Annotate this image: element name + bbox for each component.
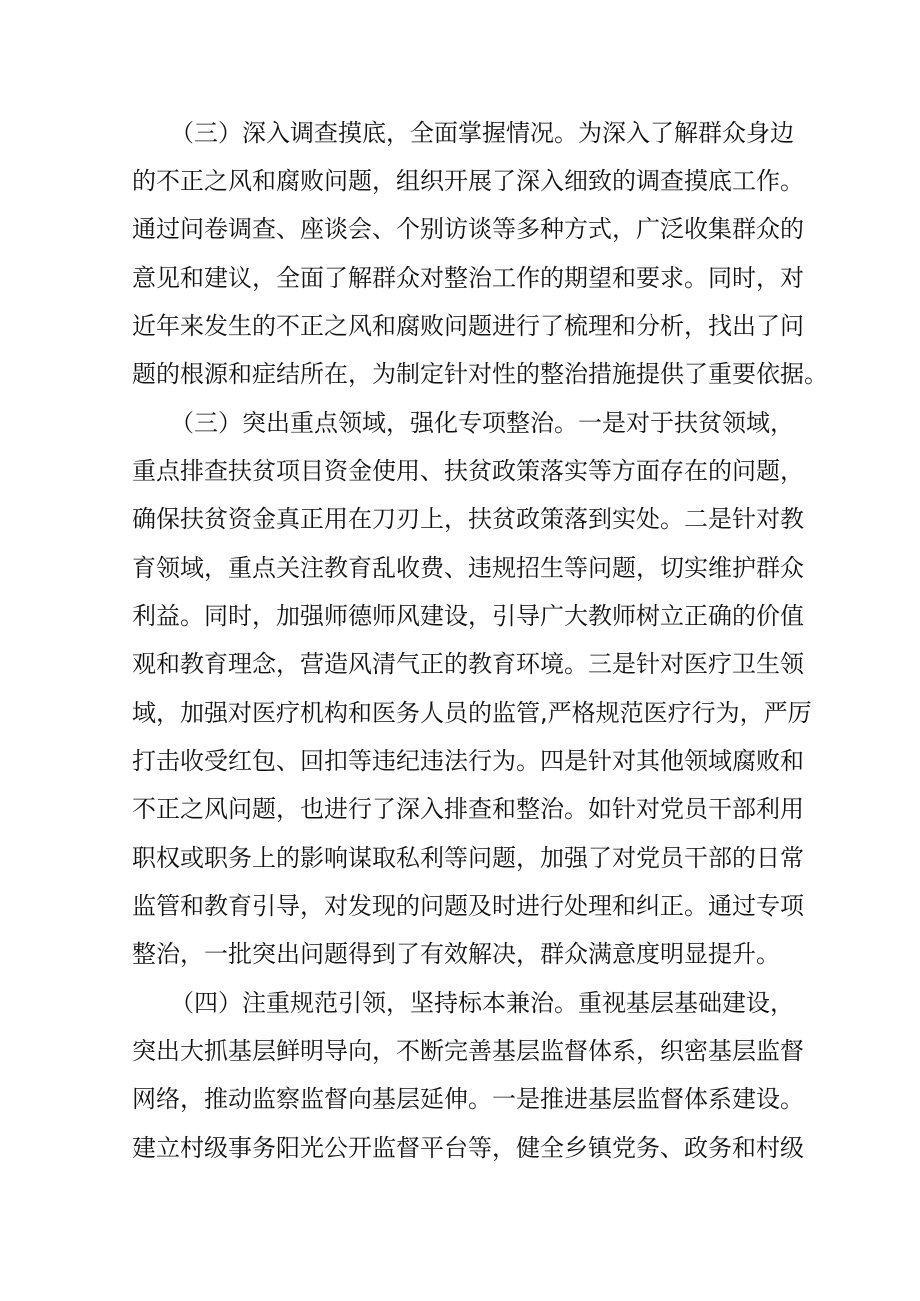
paragraph-line: 利益。同时，加强师德师风建设，引导广大教师树立正确的价值 (132, 602, 804, 630)
paragraph-line: （四）注重规范引领，坚持标本兼治。重视基层基础建设， (170, 989, 794, 1017)
paragraph-line: 育领域，重点关注教育乱收费、违规招生等问题，切实维护群众 (132, 554, 804, 582)
paragraph-line: 整治，一批突出问题得到了有效解决，群众满意度明显提升。 (132, 940, 780, 968)
paragraph-line: 题的根源和症结所在，为制定针对性的整治措施提供了重要依据。 (132, 360, 828, 388)
paragraph-line: 重点排查扶贫项目资金使用、扶贫政策落实等方面存在的问题， (132, 457, 804, 485)
paragraph-line: 近年来发生的不正之风和腐败问题进行了梳理和分析，找出了问 (132, 312, 804, 340)
paragraph-line: 域，加强对医疗机构和医务人员的监管,严格规范医疗行为，严厉 (132, 699, 812, 727)
paragraph-line: （三）突出重点领域，强化专项整治。一是对于扶贫领域， (170, 409, 794, 437)
paragraph-line: 意见和建议，全面了解群众对整治工作的期望和要求。同时，对 (132, 264, 804, 292)
paragraph-line: 观和教育理念，营造风清气正的教育环境。三是针对医疗卫生领 (132, 650, 804, 678)
paragraph-line: 突出大抓基层鲜明导向，不断完善基层监督体系，织密基层监督 (132, 1037, 804, 1065)
paragraph-line: 网络，推动监察监督向基层延伸。一是推进基层监督体系建设。 (132, 1085, 804, 1113)
paragraph-line: 通过问卷调查、座谈会、个别访谈等多种方式，广泛收集群众的 (132, 215, 804, 243)
paragraph-line: 监管和教育引导，对发现的问题及时进行处理和纠正。通过专项 (132, 892, 804, 920)
paragraph-line: 职权或职务上的影响谋取私利等问题，加强了对党员干部的日常 (132, 844, 804, 872)
paragraph-line: 确保扶贫资金真正用在刀刃上，扶贫政策落到实处。二是针对教 (132, 505, 804, 533)
paragraph-line: （三）深入调查摸底，全面掌握情况。为深入了解群众身边 (170, 119, 794, 147)
paragraph-line: 的不正之风和腐败问题，组织开展了深入细致的调查摸底工作。 (132, 167, 804, 195)
paragraph-line: 打击收受红包、回扣等违纪违法行为。四是针对其他领域腐败和 (132, 747, 804, 775)
paragraph-line: 不正之风问题，也进行了深入排查和整治。如针对党员干部利用 (132, 795, 804, 823)
paragraph-line: 建立村级事务阳光公开监督平台等，健全乡镇党务、政务和村级 (132, 1134, 804, 1162)
